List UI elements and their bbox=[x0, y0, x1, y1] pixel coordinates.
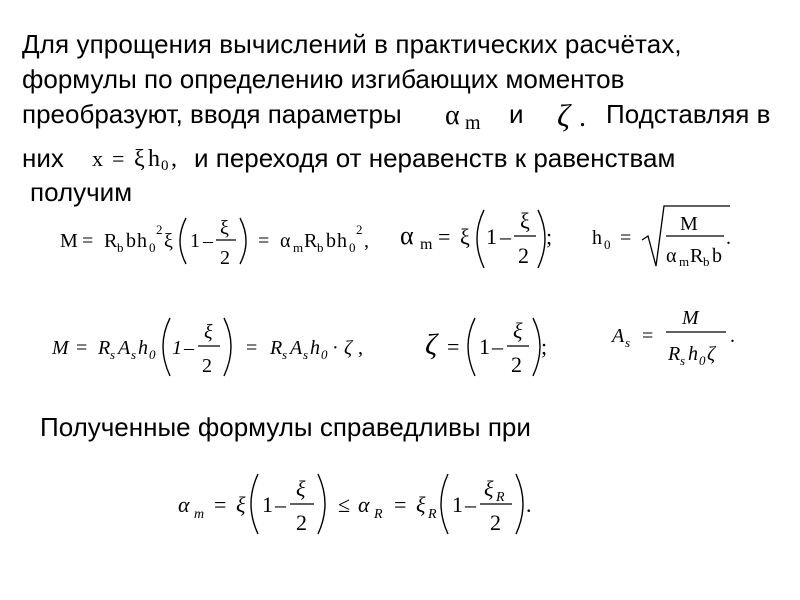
svg-text:2: 2 bbox=[518, 243, 529, 268]
comma: , bbox=[171, 146, 177, 172]
svg-text:α: α bbox=[400, 221, 414, 250]
xi-symbol: ξ bbox=[134, 146, 145, 172]
svg-text:=: = bbox=[246, 337, 258, 359]
text-line-3c: Подставляя в bbox=[606, 99, 771, 129]
text-line-5: получим bbox=[30, 177, 133, 207]
svg-text:.: . bbox=[726, 227, 731, 249]
svg-text:b: b bbox=[703, 254, 710, 269]
svg-text:0: 0 bbox=[321, 347, 328, 362]
alpha-symbol: α bbox=[445, 100, 460, 131]
svg-text:R: R bbox=[304, 230, 318, 252]
svg-text:ξ: ξ bbox=[513, 318, 523, 343]
svg-text:s: s bbox=[282, 347, 288, 362]
svg-text:m: m bbox=[293, 240, 304, 255]
conclusion-text: Полученные формулы справедливы при bbox=[40, 412, 531, 442]
svg-text:ξ: ξ bbox=[520, 208, 530, 233]
svg-text:2: 2 bbox=[511, 352, 522, 377]
svg-text:h: h bbox=[688, 343, 698, 365]
svg-text:=: = bbox=[438, 224, 451, 249]
svg-text:0: 0 bbox=[149, 347, 156, 362]
svg-text:0: 0 bbox=[349, 240, 356, 255]
svg-text:2: 2 bbox=[220, 247, 230, 269]
svg-text:ξ: ξ bbox=[416, 492, 426, 517]
svg-text:.: . bbox=[526, 492, 532, 517]
svg-text:R: R bbox=[428, 507, 437, 522]
svg-text:s: s bbox=[303, 347, 309, 362]
formula-alpha-m bbox=[400, 200, 560, 280]
svg-text:2: 2 bbox=[156, 222, 163, 237]
formula-moment-steel bbox=[52, 308, 382, 388]
svg-text:.: . bbox=[730, 325, 735, 347]
svg-text:h: h bbox=[137, 230, 147, 252]
sub-0: 0 bbox=[161, 158, 169, 174]
svg-text:;: ; bbox=[541, 334, 548, 359]
svg-text:h: h bbox=[310, 337, 320, 359]
svg-text:A: A bbox=[118, 337, 131, 359]
period: . bbox=[579, 102, 586, 133]
svg-text:R: R bbox=[496, 490, 505, 505]
svg-text:–: – bbox=[203, 230, 213, 252]
svg-text:2: 2 bbox=[490, 510, 501, 535]
sub-m: m bbox=[465, 112, 481, 134]
formula-zeta bbox=[425, 308, 565, 388]
svg-text:b: b bbox=[712, 245, 722, 267]
svg-text:R: R bbox=[690, 245, 704, 267]
svg-text:ζ: ζ bbox=[707, 343, 716, 365]
svg-text:=: = bbox=[258, 230, 270, 252]
svg-text:1: 1 bbox=[486, 224, 497, 249]
svg-text:m: m bbox=[420, 236, 433, 253]
equals-sign: = bbox=[112, 146, 125, 171]
svg-text:M: M bbox=[680, 213, 698, 235]
svg-text:R: R bbox=[104, 230, 118, 252]
svg-text:=: = bbox=[394, 492, 407, 517]
text-line-2: формулы по определению изгибающих моментов bbox=[22, 64, 625, 94]
svg-text:R: R bbox=[270, 337, 283, 359]
svg-text:=: = bbox=[82, 230, 94, 252]
svg-text:0: 0 bbox=[149, 240, 156, 255]
svg-text:;: ; bbox=[546, 224, 553, 249]
svg-text:b: b bbox=[117, 240, 124, 255]
svg-text:R: R bbox=[374, 507, 383, 522]
svg-text:s: s bbox=[625, 335, 631, 350]
text-line-4b: и переходя от неравенств к равенствам bbox=[194, 143, 676, 173]
svg-text:1: 1 bbox=[452, 492, 463, 517]
svg-text:–: – bbox=[465, 492, 476, 517]
svg-text:1: 1 bbox=[262, 492, 273, 517]
svg-text:b: b bbox=[326, 230, 336, 252]
svg-text:A: A bbox=[290, 337, 303, 359]
formula-condition bbox=[178, 466, 558, 546]
svg-text:h: h bbox=[592, 227, 602, 249]
svg-text:2: 2 bbox=[296, 510, 307, 535]
svg-text:ξ: ξ bbox=[296, 476, 306, 501]
svg-text:·: · bbox=[332, 337, 339, 359]
svg-text:–: – bbox=[500, 224, 511, 249]
svg-text:0: 0 bbox=[699, 353, 706, 368]
inline-alpha-m bbox=[445, 98, 505, 132]
svg-text:s: s bbox=[131, 347, 137, 362]
inline-x-equals-xi-h0 bbox=[92, 142, 202, 176]
svg-text:1: 1 bbox=[190, 230, 200, 252]
svg-text:α: α bbox=[280, 230, 291, 252]
svg-text:M: M bbox=[60, 230, 78, 252]
svg-text:h: h bbox=[138, 337, 148, 359]
formula-h0 bbox=[592, 200, 742, 280]
svg-text:b: b bbox=[317, 240, 324, 255]
svg-text:,: , bbox=[364, 230, 369, 252]
svg-text:2: 2 bbox=[202, 355, 212, 377]
svg-text:2: 2 bbox=[356, 222, 363, 237]
svg-text:0: 0 bbox=[604, 237, 611, 252]
formula-moment-concrete bbox=[60, 200, 380, 280]
svg-text:α: α bbox=[666, 245, 677, 267]
svg-text:R: R bbox=[98, 337, 111, 359]
svg-text:1: 1 bbox=[479, 334, 490, 359]
svg-text:=: = bbox=[214, 492, 227, 517]
svg-text:m: m bbox=[679, 254, 690, 269]
svg-text:ξ: ξ bbox=[236, 492, 246, 517]
text-line-3a: преобразуют, вводя параметры bbox=[22, 99, 402, 129]
svg-text:≤: ≤ bbox=[338, 492, 351, 517]
svg-text:ξ: ξ bbox=[460, 224, 470, 249]
svg-text:ζ: ζ bbox=[425, 328, 438, 361]
svg-text:s: s bbox=[110, 347, 116, 362]
text-line-3b: и bbox=[509, 99, 524, 129]
svg-text:M: M bbox=[682, 307, 699, 329]
svg-text:ξ: ξ bbox=[164, 230, 173, 252]
svg-text:,: , bbox=[358, 337, 363, 359]
text-line-1: Для упрощения вычислений в практических расчётах, bbox=[22, 29, 682, 59]
inline-zeta bbox=[557, 98, 597, 134]
svg-text:=: = bbox=[642, 325, 654, 347]
svg-text:m: m bbox=[194, 507, 205, 522]
svg-text:=: = bbox=[76, 337, 88, 359]
svg-text:=: = bbox=[447, 334, 460, 359]
svg-text:ξ: ξ bbox=[204, 321, 213, 343]
zeta-symbol: ζ bbox=[557, 97, 570, 133]
svg-text:ξ: ξ bbox=[220, 217, 229, 239]
x-symbol: x bbox=[92, 146, 103, 171]
svg-text:ζ: ζ bbox=[344, 337, 353, 359]
svg-text:h: h bbox=[337, 230, 347, 252]
svg-text:–: – bbox=[184, 337, 194, 359]
svg-text:R: R bbox=[668, 343, 681, 365]
svg-text:α: α bbox=[358, 492, 370, 517]
svg-text:M: M bbox=[52, 337, 69, 359]
text-line-4a: них bbox=[22, 143, 64, 173]
svg-text:=: = bbox=[620, 227, 632, 249]
svg-text:–: – bbox=[275, 492, 286, 517]
formula-As bbox=[612, 300, 742, 380]
svg-text:b: b bbox=[126, 230, 136, 252]
svg-text:–: – bbox=[492, 334, 503, 359]
svg-text:α: α bbox=[178, 492, 190, 517]
h-symbol: h bbox=[148, 146, 160, 172]
svg-text:s: s bbox=[680, 353, 686, 368]
svg-text:A: A bbox=[612, 325, 625, 347]
svg-text:ξ: ξ bbox=[484, 476, 494, 501]
svg-text:1: 1 bbox=[172, 337, 182, 359]
